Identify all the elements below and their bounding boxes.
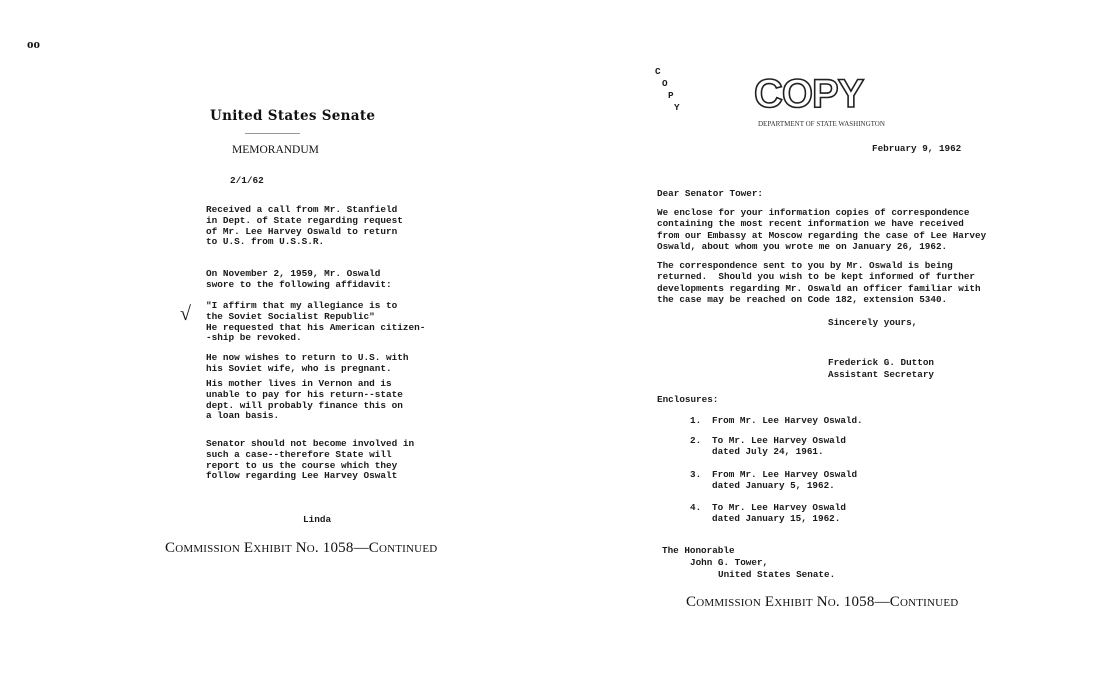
copy-stamp: COPY <box>754 72 864 116</box>
enclosure-number: 4. <box>690 502 702 513</box>
exhibit-caption: Commission Exhibit No. 1058—Continued <box>165 540 438 556</box>
addressee-line: The Honorable <box>662 545 735 556</box>
memo-paragraph: His mother lives in Vernon and is unable to pay for his return--state dept. will probably finance this on a loan basis. <box>206 378 403 422</box>
memo-paragraph: On November 2, 1959, Mr. Oswald swore to the following affidavit: <box>206 268 392 290</box>
checkmark-icon: √ <box>180 303 191 325</box>
letter-paragraph: The correspondence sent to you by Mr. Oswald is being returned. Should you wish to be kept informed of further developments regarding Mr. Oswald an officer familiar with the case may be reached on Code 182, extension 5340. <box>657 260 981 306</box>
closing: Sincerely yours, <box>828 317 918 328</box>
letter-paragraph: We enclose for your information copies of correspondence containing the most recent information we have received from our Embassy at Moscow regarding the case of Lee Harvey Oswald, about whom you wrote me on January 26, 1962. <box>657 207 987 253</box>
enclosures-label: Enclosures: <box>657 394 719 405</box>
copy-vertical-p: P <box>668 90 674 101</box>
stamp-seal-text: DEPARTMENT OF STATE WASHINGTON <box>758 120 885 128</box>
letterhead: United States Senate <box>210 108 376 124</box>
enclosure-item: To Mr. Lee Harvey Oswald dated July 24, 1961. <box>712 435 846 458</box>
exhibit-caption: Commission Exhibit No. 1058—Continued <box>686 594 959 610</box>
enclosure-item: From Mr. Lee Harvey Oswald. <box>712 415 863 426</box>
copy-vertical-o: O <box>662 78 668 89</box>
salutation: Dear Senator Tower: <box>657 188 764 199</box>
memo-title: MEMORANDUM <box>232 144 319 156</box>
enclosure-number: 3. <box>690 469 702 480</box>
enclosure-number: 2. <box>690 435 702 446</box>
addressee-line: United States Senate. <box>718 569 836 580</box>
enclosure-number: 1. <box>690 415 702 426</box>
memo-signature: Linda <box>303 514 332 525</box>
memo-paragraph: Received a call from Mr. Stanfield in Dept. of State regarding request of Mr. Lee Harvey Oswald to return to U.S. from U.S.S.R. <box>206 204 403 248</box>
memo-paragraph: "I affirm that my allegiance is to the Soviet Socialist Republic" He requested that his American citizen- -ship be revoked. <box>206 300 426 344</box>
memo-date: 2/1/62 <box>230 175 264 186</box>
signer-title: Assistant Secretary <box>828 369 935 380</box>
divider <box>245 133 300 134</box>
memo-paragraph: Senator should not become involved in such a case--therefore State will report to us the course which they follow regarding Lee Harvey Oswalt <box>206 438 415 482</box>
letter-date: February 9, 1962 <box>872 143 962 154</box>
page-number-mark: oo <box>27 36 40 51</box>
copy-vertical-c: C <box>655 66 661 77</box>
addressee-line: John G. Tower, <box>690 557 769 568</box>
enclosure-item: From Mr. Lee Harvey Oswald dated January 5, 1962. <box>712 469 858 492</box>
copy-vertical-y: Y <box>674 102 680 113</box>
signer-name: Frederick G. Dutton <box>828 357 935 368</box>
enclosure-item: To Mr. Lee Harvey Oswald dated January 15, 1962. <box>712 502 846 525</box>
memo-paragraph: He now wishes to return to U.S. with his Soviet wife, who is pregnant. <box>206 352 409 374</box>
